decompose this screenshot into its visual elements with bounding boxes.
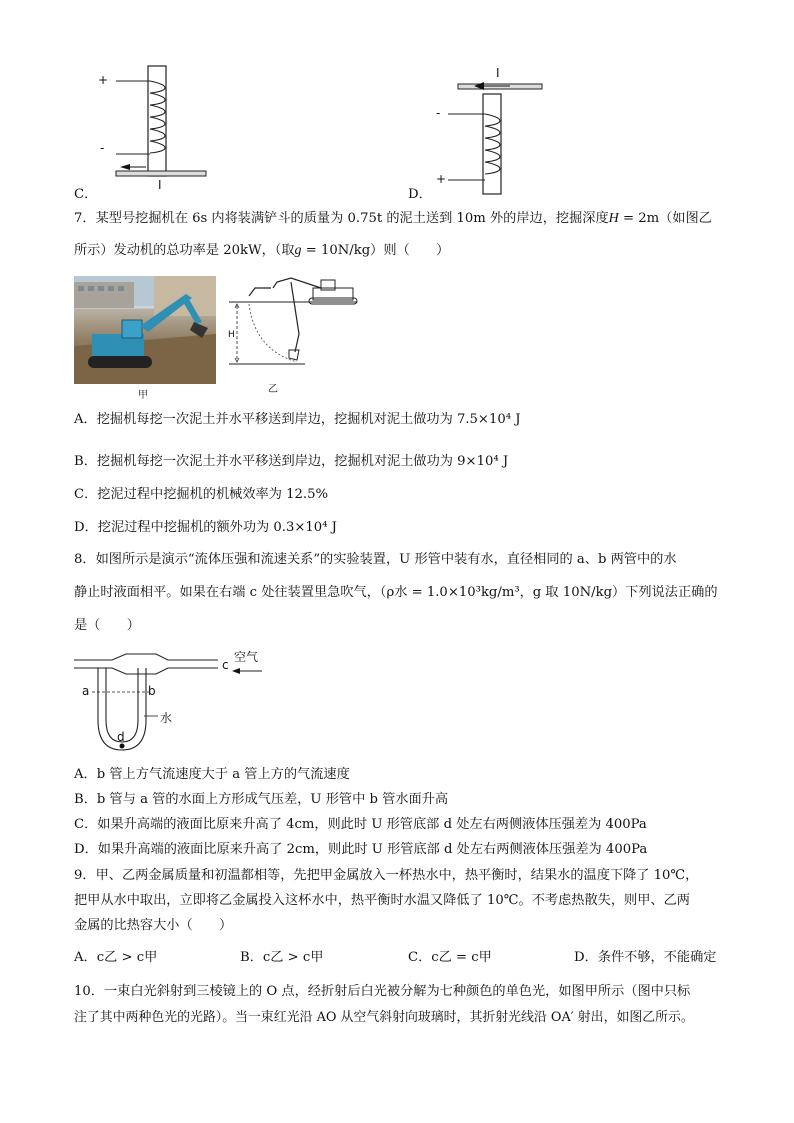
excavator-photo: [74, 276, 216, 384]
figure-caption-jia: 甲: [138, 390, 148, 401]
question-text: 所示）发动机的总功率是 20kW，（取g = 10N/kg）则（ ）: [74, 243, 450, 258]
option-d: D．条件不够，不能确定: [574, 950, 717, 965]
question-text: 注了其中两种色光的光路）。当一束红光沿 AO 从空气斜射向玻璃时，其折射光线沿 OA′ 射出，如图乙所示。: [74, 1010, 694, 1025]
excavator-diagram: [225, 274, 360, 370]
question-text: 7．某型号挖掘机在 6s 内将装满铲斗的质量为 0.75t 的泥土送到 10m 外的岸边，挖掘深度H = 2m（如图乙: [74, 211, 712, 226]
option-c: C．c乙 = c甲: [408, 950, 492, 965]
question-text: 静止时液面相平。如果在右端 c 处往装置里急吹气，（ρ水 = 1.0×10³kg/m³，g 取 10N/kg）下列说法正确的: [74, 585, 718, 600]
question-text: 9．甲、乙两金属质量和初温都相等，先把甲金属放入一杯热水中，热平衡时，结果水的温度下降了 10℃，: [74, 868, 699, 883]
option-c: C．如果升高端的液面比原来升高了 4cm，则此时 U 形管底部 d 处左右两侧液体压强差为 400Pa: [74, 817, 647, 832]
option-b: B．c乙 > c甲: [240, 950, 324, 965]
depth-label: H: [228, 330, 235, 340]
tube-b-label: b: [148, 684, 156, 698]
option-b: B．挖掘机每挖一次泥土并水平移送到岸边，挖掘机对泥土做功为 9×10⁴ J: [74, 454, 509, 469]
question-text: 把甲从水中取出，立即将乙金属投入这杯水中，热平衡时水温又降低了 10℃。不考虑热散失，则甲、乙两: [74, 893, 690, 908]
current-label: I: [496, 66, 500, 80]
solenoid-diagram-d: [430, 60, 560, 195]
tube-a-label: a: [82, 684, 90, 698]
current-label: I: [158, 178, 162, 192]
question-text: 10．一束白光斜射到三棱镜上的 O 点，经折射后白光被分解为七种颜色的单色光，如图甲所示（图中只标: [74, 984, 691, 999]
point-d-label: d: [117, 730, 125, 744]
plus-sign: +: [436, 172, 447, 186]
option-a: A．b 管上方气流速度大于 a 管上方的气流速度: [74, 767, 350, 782]
end-c-label: c: [222, 658, 229, 672]
figure-caption-yi: 乙: [268, 384, 278, 395]
option-d: D．挖泥过程中挖掘机的额外功为 0.3×10⁴ J: [74, 520, 337, 535]
question-text: 金属的比热容大小（ ）: [74, 918, 233, 933]
option-a: A．c乙 > c甲: [74, 950, 158, 965]
water-label: 水: [160, 711, 173, 725]
option-c: C．挖泥过程中挖掘机的机械效率为 12.5%: [74, 487, 328, 502]
minus-sign: -: [436, 106, 441, 120]
question-text: 8．如图所示是演示“流体压强和流速关系”的实验装置，U 形管中装有水，直径相同的 a、b 两管中的水: [74, 552, 677, 567]
air-label: 空气: [234, 650, 259, 664]
plus-sign: +: [98, 73, 109, 87]
option-d-label: D．: [408, 187, 432, 202]
question-text: 是（ ）: [74, 618, 140, 633]
minus-sign: -: [100, 141, 105, 155]
option-b: B．b 管与 a 管的水面上方形成气压差，U 形管中 b 管水面升高: [74, 792, 449, 807]
option-d: D．如果升高端的液面比原来升高了 2cm，则此时 U 形管底部 d 处左右两侧液体压强差为 400Pa: [74, 842, 648, 857]
option-a: A．挖掘机每挖一次泥土并水平移送到岸边，挖掘机对泥土做功为 7.5×10⁴ J: [74, 412, 521, 427]
u-tube-diagram: [72, 650, 272, 760]
option-c-label: C．: [74, 187, 98, 202]
